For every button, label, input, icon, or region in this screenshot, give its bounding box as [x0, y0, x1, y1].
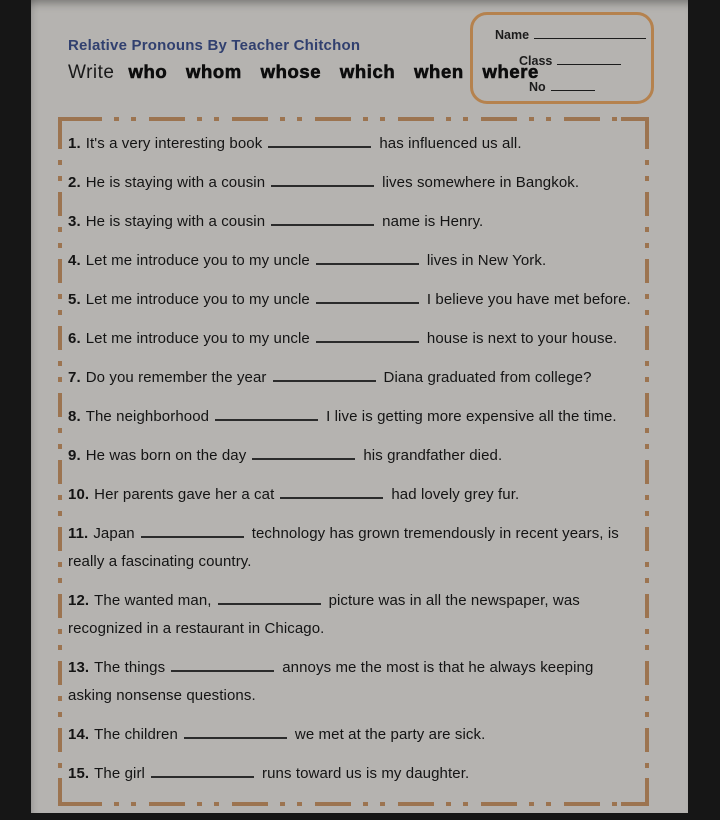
sentence-text-before: It's a very interesting book — [85, 135, 263, 152]
instruction-verb: Write — [68, 62, 115, 83]
dashed-border-top — [66, 117, 641, 121]
sentence-text-line2: really a fascinating country. — [68, 553, 252, 570]
sentence-text-after: I believe you have met before. — [426, 291, 631, 308]
sentence-number: 3. — [68, 213, 81, 230]
class-write-line[interactable] — [557, 53, 621, 65]
sentence-row — [68, 520, 643, 576]
sentence-text-before: The children — [94, 726, 178, 743]
no-label: No — [529, 80, 546, 94]
sentence-row — [68, 760, 643, 788]
sentence-text-before: Let me introduce you to my uncle — [85, 330, 310, 347]
sentence-number: 11. — [68, 525, 89, 542]
no-write-line[interactable] — [551, 79, 595, 91]
sentence-number: 5. — [68, 291, 81, 308]
sentence-row — [68, 130, 643, 158]
questions-box — [58, 117, 649, 806]
answer-blank[interactable] — [141, 523, 244, 538]
sentence-text-after: lives somewhere in Bangkok. — [382, 174, 580, 191]
pronoun-word-bank: who whom whose which when where — [128, 61, 539, 82]
answer-blank[interactable] — [268, 133, 371, 148]
sentence-text-after: house is next to your house. — [426, 330, 618, 347]
answer-blank[interactable] — [184, 724, 287, 739]
dashed-border-bottom — [66, 802, 641, 806]
sentence-text-after: Diana graduated from college? — [383, 369, 592, 386]
sentence-text-after: lives in New York. — [426, 252, 547, 269]
sentence-text-before: The neighborhood — [85, 408, 210, 425]
worksheet-page — [31, 0, 688, 813]
sentence-row — [68, 721, 643, 749]
sentence-text-before: Do you remember the year — [85, 369, 267, 386]
sentence-row — [68, 247, 643, 275]
sentence-text-line2: asking nonsense questions. — [68, 687, 256, 704]
sentence-text-before: Her parents gave her a cat — [94, 486, 275, 503]
sentence-row — [68, 286, 643, 314]
sentence-text-after: we met at the party are sick. — [294, 726, 486, 743]
answer-blank[interactable] — [273, 367, 376, 382]
student-info-box — [470, 12, 654, 104]
sentence-number: 10. — [68, 486, 90, 503]
name-label: Name — [495, 28, 530, 42]
class-label: Class — [519, 54, 553, 68]
sentence-text-before: He is staying with a cousin — [85, 174, 266, 191]
sentence-text-after: his grandfather died. — [363, 447, 503, 464]
sentence-text-before: The wanted man, — [94, 592, 212, 609]
sentence-number: 2. — [68, 174, 81, 191]
sentence-text-after: name is Henry. — [382, 213, 484, 230]
sentence-text-after: I live is getting more expensive all the time. — [326, 408, 617, 425]
answer-blank[interactable] — [218, 590, 321, 605]
sentence-row — [68, 442, 643, 470]
sentence-text-before: Let me introduce you to my uncle — [85, 252, 310, 269]
sentence-row — [68, 169, 643, 197]
sentence-text-before: Japan — [93, 525, 135, 542]
sentence-row — [68, 208, 643, 236]
sentence-number: 9. — [68, 447, 81, 464]
worksheet-title: Relative Pronouns By Teacher Chitchon — [68, 37, 361, 54]
no-row — [529, 79, 595, 94]
sentence-row — [68, 587, 643, 643]
sentence-text-before: The girl — [94, 765, 145, 782]
sentence-number: 12. — [68, 592, 90, 609]
sentence-number: 8. — [68, 408, 81, 425]
answer-blank[interactable] — [271, 172, 374, 187]
answer-blank[interactable] — [316, 250, 419, 265]
sentence-number: 15. — [68, 765, 90, 782]
sentence-text-after: has influenced us all. — [379, 135, 522, 152]
sentence-number: 4. — [68, 252, 81, 269]
sentence-number: 13. — [68, 659, 90, 676]
sentence-text-after: annoys me the most is that he always keeping — [282, 659, 594, 676]
sentence-text-after: had lovely grey fur. — [391, 486, 520, 503]
sentence-text-after: technology has grown tremendously in recent years, is — [251, 525, 619, 542]
sentence-number: 6. — [68, 330, 81, 347]
answer-blank[interactable] — [280, 484, 383, 499]
sentence-row — [68, 654, 643, 710]
answer-blank[interactable] — [316, 289, 419, 304]
answer-blank[interactable] — [271, 211, 374, 226]
name-write-line[interactable] — [534, 27, 646, 39]
sentence-list — [68, 130, 643, 799]
sentence-row — [68, 481, 643, 509]
answer-blank[interactable] — [151, 763, 254, 778]
sentence-text-after: runs toward us is my daughter. — [261, 765, 470, 782]
sentence-number: 7. — [68, 369, 81, 386]
name-row — [495, 27, 646, 42]
class-row — [519, 53, 621, 68]
sentence-row — [68, 364, 643, 392]
dashed-border-left — [58, 125, 62, 798]
answer-blank[interactable] — [316, 328, 419, 343]
sentence-number: 1. — [68, 135, 81, 152]
sentence-text-line2: recognized in a restaurant in Chicago. — [68, 620, 325, 637]
instruction-line — [68, 61, 539, 84]
sentence-text-before: Let me introduce you to my uncle — [85, 291, 310, 308]
sentence-text-before: The things — [94, 659, 166, 676]
sentence-row — [68, 403, 643, 431]
sentence-number: 14. — [68, 726, 90, 743]
sentence-text-before: He is staying with a cousin — [85, 213, 266, 230]
answer-blank[interactable] — [252, 445, 355, 460]
dashed-border-right — [645, 125, 649, 798]
sentence-text-after: picture was in all the newspaper, was — [328, 592, 580, 609]
sentence-row — [68, 325, 643, 353]
answer-blank[interactable] — [171, 657, 274, 672]
sentence-text-before: He was born on the day — [85, 447, 247, 464]
answer-blank[interactable] — [215, 406, 318, 421]
